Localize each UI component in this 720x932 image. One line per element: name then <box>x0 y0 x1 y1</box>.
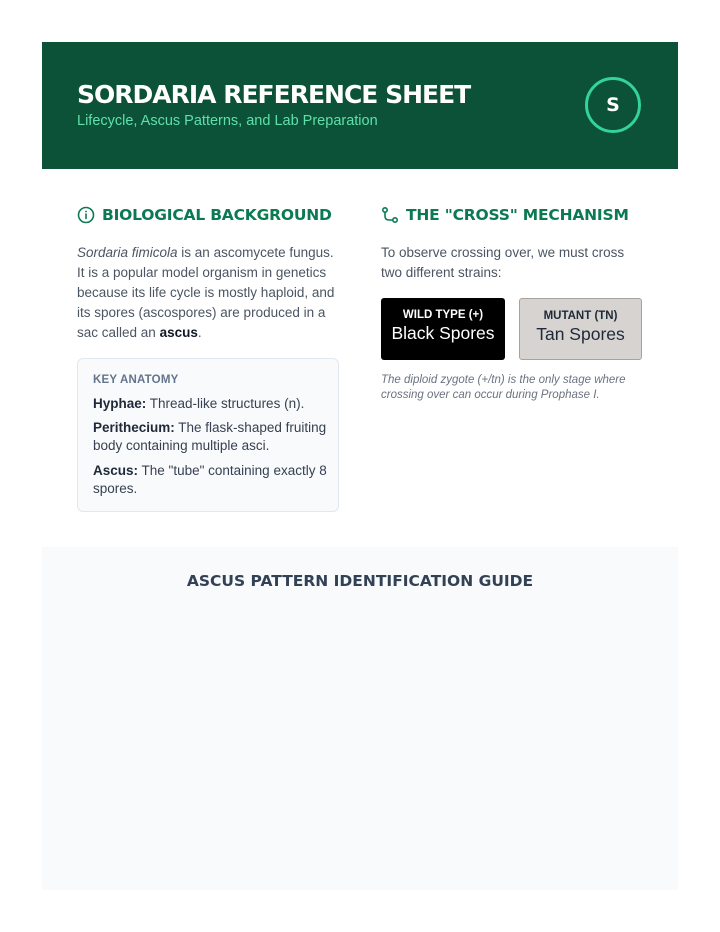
strain-label: WILD TYPE (+) <box>402 309 484 321</box>
anatomy-item-ascus <box>93 462 329 498</box>
species-name: Sordaria fimicola <box>77 245 178 260</box>
key-anatomy-label: KEY ANATOMY <box>93 374 179 386</box>
anatomy-term: Ascus: <box>93 463 139 478</box>
anatomy-definition: Thread-like structures (n). <box>146 396 305 411</box>
header-banner <box>42 42 678 169</box>
strain-label: MUTANT (TN) <box>543 310 618 322</box>
anatomy-term: Hyphae: <box>93 396 147 411</box>
background-text-end: . <box>197 325 202 340</box>
cross-intro: To observe crossing over, we must cross two different strains: <box>381 245 625 280</box>
wild-type-card <box>381 298 505 360</box>
info-circle-icon <box>77 206 95 224</box>
anatomy-item-perithecium <box>93 419 329 455</box>
background-heading <box>77 206 332 224</box>
anatomy-definition: The flask-shaped fruiting body containing multiple asci. <box>93 420 327 453</box>
strain-value: Tan Spores <box>536 324 625 344</box>
route-icon <box>381 206 399 224</box>
anatomy-item-hyphae <box>93 395 329 413</box>
guide-title: ASCUS PATTERN IDENTIFICATION GUIDE <box>186 572 534 590</box>
key-anatomy-card <box>77 358 339 512</box>
cross-heading-label: THE "CROSS" MECHANISM <box>406 206 629 224</box>
page-title: SORDARIA REFERENCE SHEET <box>77 80 471 109</box>
cross-heading <box>381 206 629 224</box>
anatomy-definition: The "tube" containing exactly 8 spores. <box>93 463 327 496</box>
ascus-term: ascus <box>159 325 198 340</box>
mutant-card <box>519 298 642 360</box>
anatomy-term: Perithecium: <box>93 420 175 435</box>
zygote-note: The diploid zygote (+/tn) is the only stage where crossing over can occur during Prophase I. <box>381 374 626 401</box>
logo-badge: S <box>585 77 641 133</box>
page-subtitle: Lifecycle, Ascus Patterns, and Lab Preparation <box>77 113 378 129</box>
background-text: is an ascomycete fungus. It is a popular model organism in genetics because its life cycle is mostly haploid, and its spores (ascospores) are produced in a sac called an <box>77 245 335 340</box>
ascus-guide-panel <box>42 547 678 890</box>
strain-value: Black Spores <box>391 323 495 343</box>
background-heading-label: BIOLOGICAL BACKGROUND <box>102 206 332 224</box>
background-paragraph <box>77 243 339 343</box>
